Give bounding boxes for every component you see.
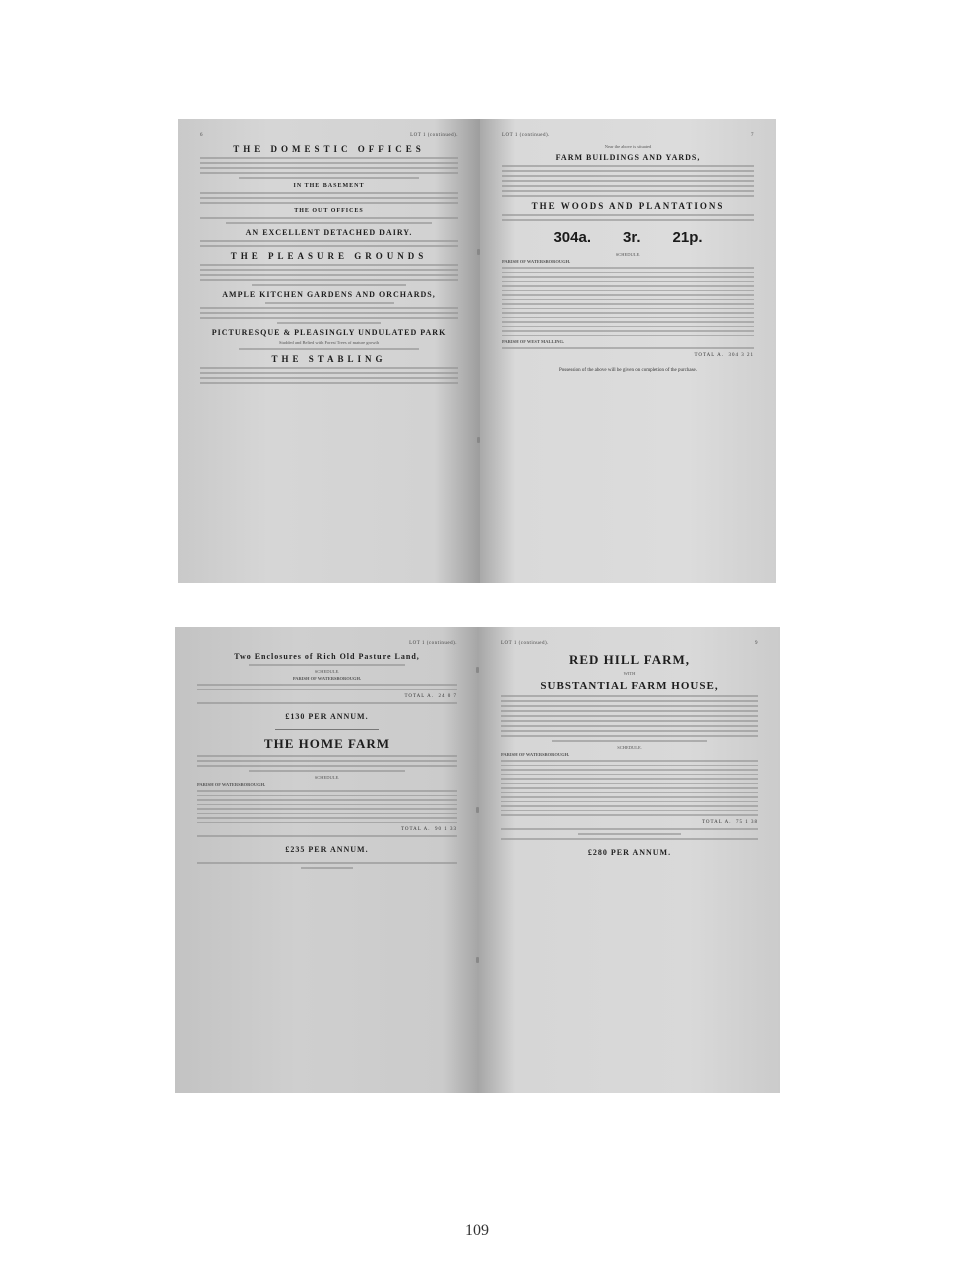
subheading-basement: IN THE BASEMENT — [293, 183, 365, 189]
total-value: 75 1 38 — [736, 819, 758, 825]
possession-note: Possession of the above will be given on completion of the purchase. — [558, 367, 698, 373]
running-head — [501, 641, 758, 646]
binding-staple — [476, 807, 479, 813]
heading-home-farm: THE HOME FARM — [263, 736, 391, 751]
parish-label: PARISH OF WATERSBOROUGH. — [502, 259, 571, 264]
body-text — [501, 695, 758, 742]
runhead-right: LOT 1 (continued). — [410, 133, 458, 138]
body-text — [502, 165, 754, 197]
running-head — [197, 641, 457, 646]
intro-line: Near the above is situated — [604, 144, 652, 149]
measure-roods: 3r. — [623, 229, 641, 246]
runhead-right: 9 — [755, 641, 758, 646]
parish-label: PARISH OF WATERSBOROUGH. — [501, 752, 570, 757]
divider — [275, 729, 379, 730]
heading-pasture-land: Two Enclosures of Rich Old Pasture Land, — [234, 652, 420, 661]
running-head — [200, 133, 458, 138]
body-text — [200, 367, 458, 384]
body-text — [200, 348, 458, 350]
parish-label: PARISH OF WATERSBOROUGH. — [197, 782, 266, 787]
heading-kitchen-gardens: AMPLE KITCHEN GARDENS AND ORCHARDS, — [222, 290, 436, 299]
heading-farm-buildings: FARM BUILDINGS AND YARDS, — [555, 153, 701, 162]
total-value: 304 3 21 — [728, 352, 754, 358]
total-row — [502, 353, 754, 358]
heading-red-hill-farm: RED HILL FARM, — [568, 652, 690, 667]
page-bottom-right — [479, 627, 780, 1093]
total-value: 90 1 33 — [435, 827, 457, 832]
body-text — [501, 828, 758, 835]
subheading-out-offices: THE OUT OFFICES — [294, 208, 364, 214]
area-measure — [502, 229, 754, 246]
parish-label: PARISH OF WATERSBOROUGH. — [292, 676, 362, 681]
body-text — [200, 217, 458, 224]
heading-dairy: AN EXCELLENT DETACHED DAIRY. — [245, 228, 413, 237]
parish-label: PARISH OF WEST MALLING. — [502, 339, 565, 344]
heading-domestic-offices: THE DOMESTIC OFFICES — [233, 144, 425, 154]
schedule-label: SCHEDULE. — [314, 775, 340, 780]
rent-line: £280 PER ANNUM. — [587, 847, 672, 857]
photo-bottom-spread — [175, 627, 780, 1093]
binding-staple — [477, 249, 480, 255]
total-row — [501, 820, 758, 825]
total-label: TOTAL A. — [404, 694, 434, 699]
measure-perches: 21p. — [672, 229, 703, 246]
heading-stabling: THE STABLING — [271, 354, 387, 364]
body-text — [197, 664, 457, 666]
runhead-left: 6 — [200, 133, 203, 138]
schedule-rows — [197, 684, 457, 690]
runhead-left: LOT 1 (continued). — [502, 133, 550, 138]
schedule-rows — [502, 267, 754, 336]
page-bottom-left — [175, 627, 479, 1093]
heading-farm-house: SUBSTANTIAL FARM HOUSE, — [540, 680, 719, 692]
heading-park: PICTURESQUE & PLEASINGLY UNDULATED PARK — [211, 328, 447, 337]
page-top-right — [480, 119, 776, 583]
rent-line: £235 PER ANNUM. — [285, 845, 369, 854]
page-number: 109 — [465, 1222, 489, 1239]
photo-top-spread — [178, 119, 776, 583]
schedule-label: SCHEDULE. — [615, 252, 641, 257]
body-text — [200, 240, 458, 247]
body-text — [200, 192, 458, 204]
total-label: TOTAL A. — [400, 827, 431, 832]
body-text — [501, 838, 758, 840]
runhead-right: LOT 1 (continued). — [409, 641, 457, 646]
subheading-park: Studded and Belted with Forest Trees of mature growth — [279, 340, 379, 345]
body-text — [197, 702, 457, 704]
schedule-label: SCHEDULE. — [617, 745, 642, 750]
runhead-right: 7 — [751, 133, 754, 138]
total-value: 24 0 7 — [438, 694, 457, 699]
running-head — [502, 133, 754, 138]
schedule-label: SCHEDULE. — [314, 669, 340, 674]
body-text — [197, 755, 457, 772]
runhead-left: LOT 1 (continued). — [501, 641, 549, 646]
body-text — [200, 157, 458, 179]
binding-staple — [476, 957, 479, 963]
page-top-left — [178, 119, 480, 583]
rent-line: £130 PER ANNUM. — [285, 712, 369, 721]
with-label: WITH — [623, 671, 636, 676]
heading-woods: THE WOODS AND PLANTATIONS — [531, 201, 725, 211]
total-label: TOTAL A. — [701, 819, 732, 825]
body-text — [200, 264, 458, 286]
total-label: TOTAL A. — [694, 352, 724, 358]
binding-staple — [476, 667, 479, 673]
total-row — [197, 827, 457, 832]
body-text — [197, 835, 457, 837]
body-text — [200, 302, 458, 324]
total-row — [197, 694, 457, 699]
body-text — [502, 214, 754, 221]
schedule-rows — [197, 790, 457, 823]
body-text — [197, 862, 457, 869]
binding-staple — [477, 437, 480, 443]
measure-acres: 304a. — [553, 229, 591, 246]
schedule-rows — [501, 760, 758, 816]
heading-pleasure-grounds: THE PLEASURE GROUNDS — [230, 251, 428, 261]
